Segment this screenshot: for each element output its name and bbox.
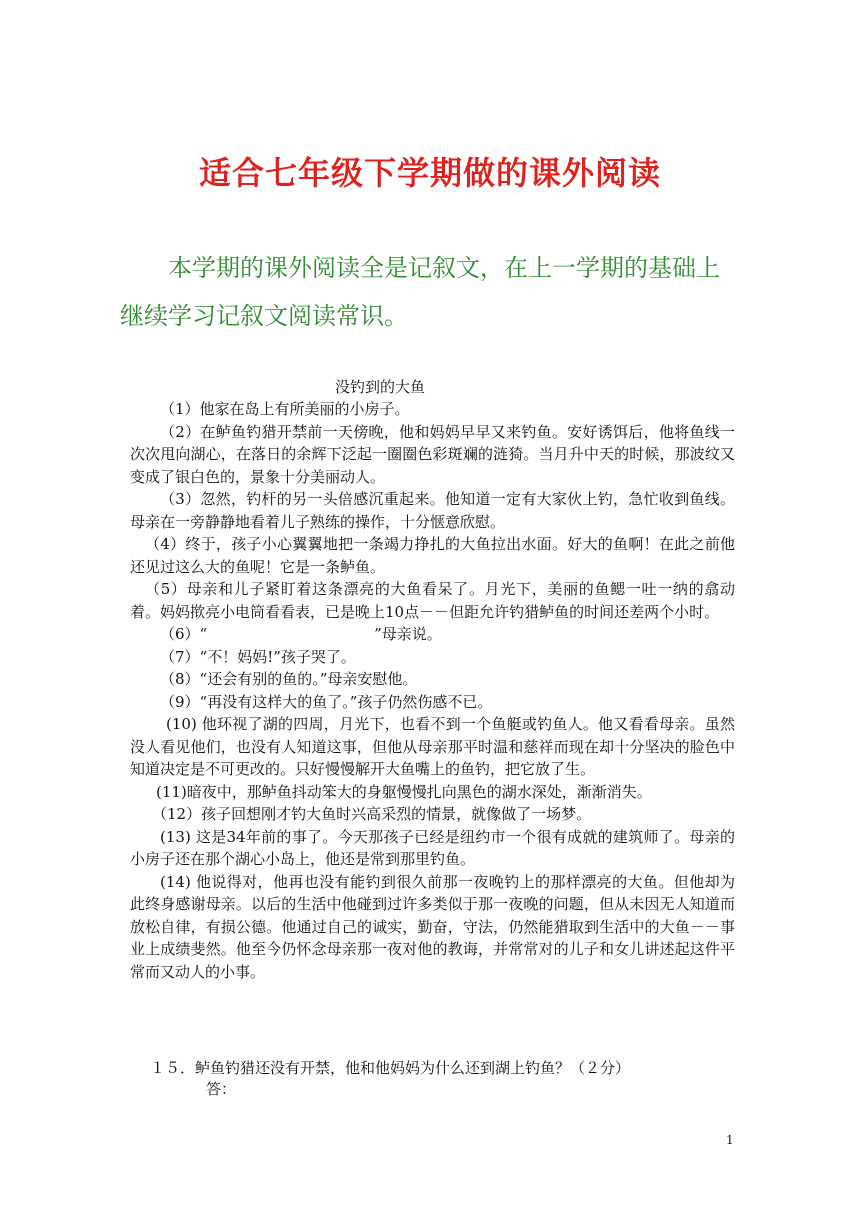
paragraph-1: （1）他家在岛上有所美丽的小房子。 — [160, 400, 410, 418]
paragraph-4: （4）终于，孩子小心翼翼地把一条竭力挣扎的大鱼拉出水面。好大的鱼啊！在此之前他还见过这么大的鱼呢！它是一条鲈鱼。 — [130, 535, 735, 576]
document-title: 适合七年级下学期做的课外阅读 — [198, 154, 661, 192]
paragraph-6: （6）“ ”母亲说。 — [160, 625, 442, 643]
story-title: 没钓到的大鱼 — [334, 378, 425, 396]
paragraph-7: （7）“不！妈妈!”孩子哭了。 — [160, 647, 356, 666]
paragraph-8: （8）“还会有别的鱼的。”母亲安慰他。 — [160, 670, 418, 688]
paragraph-12: （12）孩子回想刚才钓大鱼时兴高采烈的情景，就像做了一场梦。 — [152, 805, 592, 823]
paragraph-5: （5）母亲和儿子紧盯着这条漂亮的大鱼看呆了。月光下，美丽的鱼鳃一吐一纳的翕动着。妈妈揿亮小电筒看看表，已是晚上10点－－但距允许钓猎鲈鱼的时间还差两个小时。 — [130, 580, 735, 621]
answer-label: 答： — [206, 1080, 237, 1098]
paragraph-11: (11)暗夜中，那鲈鱼抖动笨大的身躯慢慢扎向黑色的湖水深处，渐渐消失。 — [156, 782, 652, 801]
paragraph-3: （3）忽然，钓杆的另一头倍感沉重起来。他知道一定有大家伙上钓，急忙收到鱼线。母亲在一旁静静地看着儿子熟练的操作，十分惬意欣慰。 — [130, 490, 735, 531]
page-number: 1 — [726, 1133, 734, 1147]
paragraph-13: (13) 这是34年前的事了。今天那孩子已经是纽约市一个很有成就的建筑师了。母亲的小房子还在那个湖心小岛上，他还是常到那里钓鱼。 — [130, 827, 735, 868]
story-body — [130, 398, 735, 983]
question-15: １５．鲈鱼钓猎还没有开禁，他和他妈妈为什么还到湖上钓鱼？（２分） — [150, 1059, 631, 1077]
intro-paragraph: 本学期的课外阅读全是记叙文，在上一学期的基础上继续学习记叙文阅读常识。 — [120, 254, 720, 330]
paragraph-10: (10) 他环视了湖的四周，月光下，也看不到一个鱼艇或钓鱼人。他又看看母亲。虽然没人看见他们，也没有人知道这事，但他从母亲那平时温和慈祥而现在却十分坚决的脸色中知道决定是不可更改的。只好慢慢解开大鱼嘴上的鱼钓，把它放了生。 — [130, 715, 735, 778]
paragraph-14: (14) 他说得对，他再也没有能钓到很久前那一夜晚钓上的那样漂亮的大鱼。但他却为此终身感谢母亲。以后的生活中他碰到过许多类似于那一夜晚的问题，但从未因无人知道而放松自律，有损公德。他通过自己的诚实，勤奋，守法，仍然能猎取到生活中的大鱼－－事业上成绩斐然。他至今仍怀念母亲那一夜对他的教诲，并常常对的儿子和女儿讲述起这件平常而又动人的小事。 — [130, 872, 735, 981]
paragraph-2: （2）在鲈鱼钓猎开禁前一天傍晚，他和妈妈早早又来钓鱼。安好诱饵后，他将鱼线一次次甩向湖心，在落日的余辉下泛起一圈圈色彩斑斓的涟猗。当月升中天的时候，那波纹又变成了银白色的，景象十分美丽动人。 — [130, 422, 735, 486]
paragraph-9: （9）“再没有这样大的鱼了。”孩子仍然伤感不已。 — [160, 692, 493, 711]
